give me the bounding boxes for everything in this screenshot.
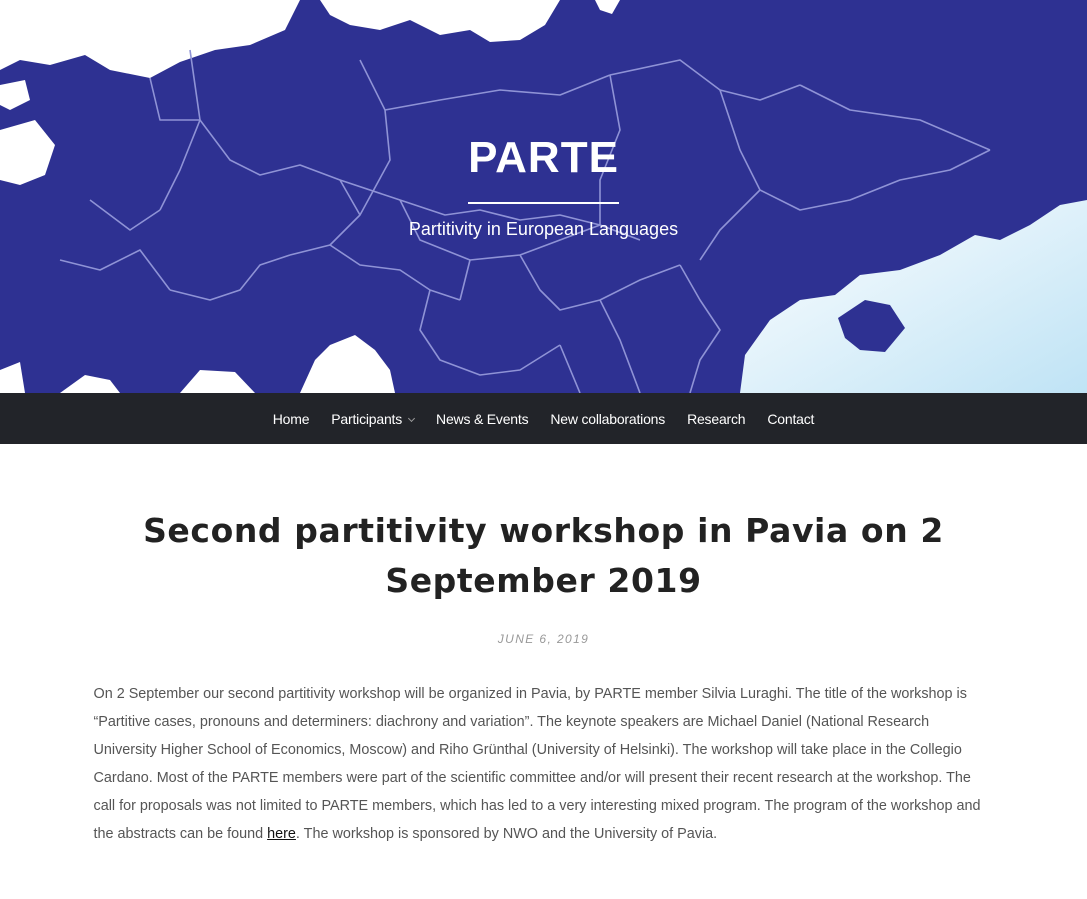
nav-item-participants[interactable] — [320, 411, 425, 427]
program-link[interactable]: here — [267, 826, 296, 842]
nav-item-label: New collaborations — [550, 410, 666, 427]
site-title-link[interactable]: PARTE — [468, 132, 619, 204]
site-branding — [0, 132, 1087, 240]
nav-item-label: Research — [687, 410, 746, 427]
nav-item-news-events[interactable] — [425, 411, 539, 427]
site-header — [0, 0, 1087, 393]
nav-item-label: News & Events — [436, 410, 529, 427]
site-tagline: Partitivity in European Languages — [408, 219, 679, 239]
nav-item-home[interactable] — [262, 411, 321, 427]
main-content — [94, 444, 994, 848]
nav-item-research[interactable] — [676, 411, 756, 427]
nav-item-label: Participants — [331, 410, 403, 427]
post-body — [94, 680, 994, 848]
nav-item-new-collaborations[interactable] — [539, 411, 676, 427]
main-navigation — [0, 393, 1087, 444]
post-article — [94, 506, 994, 848]
nav-item-contact[interactable] — [756, 411, 825, 427]
post-body-text-end: . The workshop is sponsored by NWO and the University of Pavia. — [295, 826, 718, 842]
post-title: Second partitivity workshop in Pavia on 2 September 2019 — [143, 511, 944, 600]
nav-item-label: Contact — [767, 410, 815, 427]
nav-menu — [262, 393, 826, 444]
post-body-text: On 2 September our second partitivity workshop will be organized in Pavia, by PARTE member Silvia Luraghi. The title of the workshop is “Partitive cases, pronouns and determiners: diachrony and variation”. The keynote speakers are Michael Daniel (National Research University Higher School of Economics, Moscow) and Riho Grünthal (University of Helsinki). The workshop will take place in the Collegio Cardano. Most of the PARTE members were part of the scientific committee and/or will present their recent research at the workshop. The call for proposals was not limited to PARTE members, which has led to a very interesting mixed program. The program of the workshop and the abstracts can be found — [93, 686, 981, 842]
post-date: JUNE 6, 2019 — [497, 632, 590, 646]
nav-item-label: Home — [272, 410, 310, 427]
chevron-down-icon — [408, 414, 415, 421]
